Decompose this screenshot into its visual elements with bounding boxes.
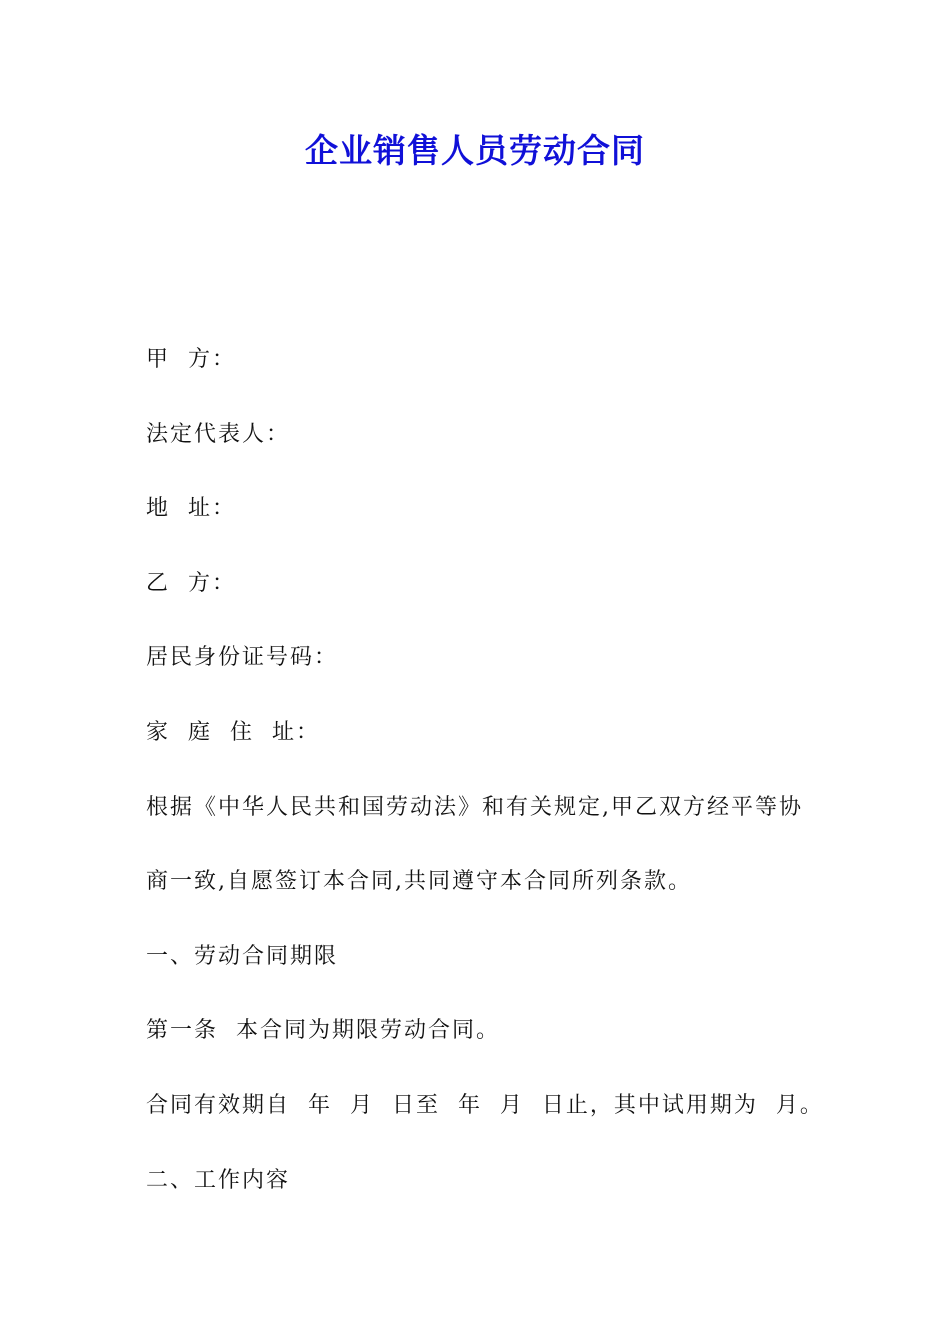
contract-validity: 合同有效期自 年 月 日至 年 月 日止，其中试用期为 月。 bbox=[146, 1093, 824, 1118]
preamble-line-2: 商一致,自愿签订本合同,共同遵守本合同所列条款。 bbox=[146, 869, 692, 894]
legal-representative-label: 法定代表人： bbox=[146, 422, 291, 447]
preamble-line-1: 根据《中华人民共和国劳动法》和有关规定,甲乙双方经平等协 bbox=[146, 795, 803, 820]
document-title: 企业销售人员劳动合同 bbox=[305, 131, 645, 170]
id-number-label: 居民身份证号码： bbox=[146, 645, 339, 670]
party-b-label: 乙 方： bbox=[146, 571, 236, 596]
article-1: 第一条 本合同为期限劳动合同。 bbox=[146, 1018, 500, 1043]
section-heading-term: 一、劳动合同期限 bbox=[146, 944, 339, 969]
section-heading-work-content: 二、工作内容 bbox=[146, 1168, 291, 1193]
home-address-label: 家 庭 住 址： bbox=[146, 720, 320, 745]
party-a-label: 甲 方： bbox=[146, 347, 236, 372]
address-label: 地 址： bbox=[146, 496, 236, 521]
